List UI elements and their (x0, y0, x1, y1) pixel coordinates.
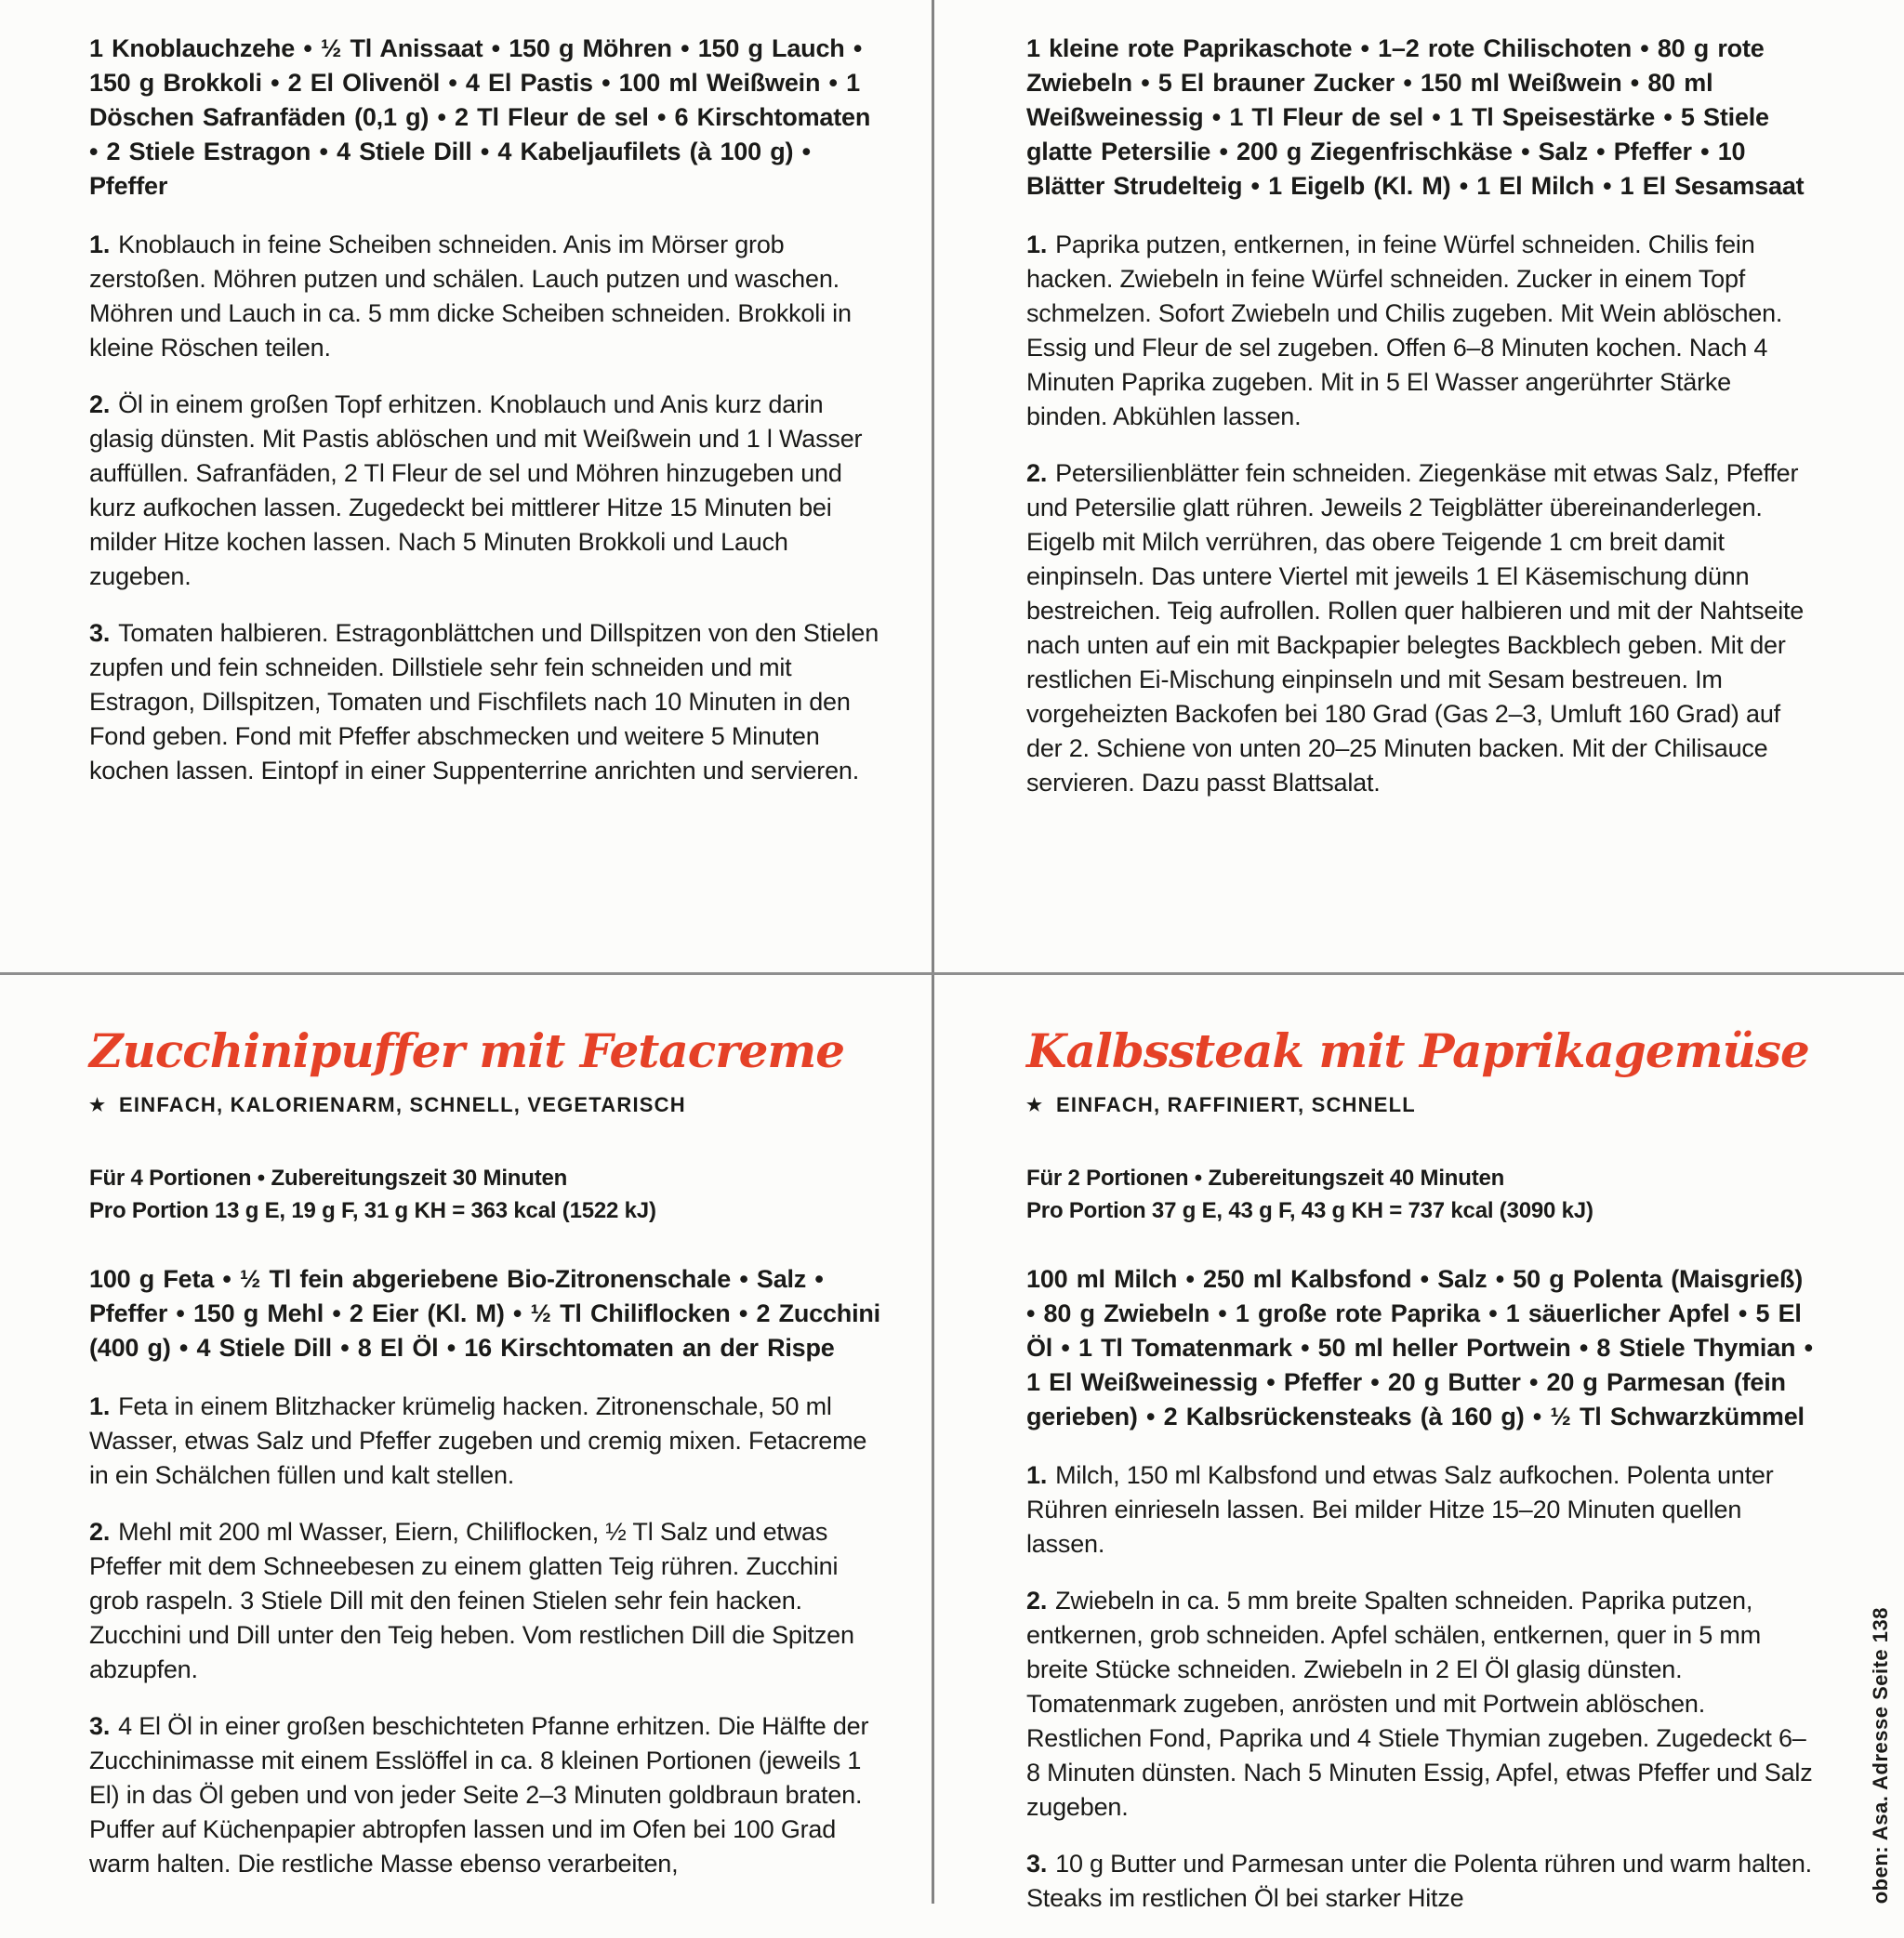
step-text: Knoblauch in feine Scheiben schneiden. Anis im Mörser grob zerstoßen. Möhren putzen und schälen. Lauch putzen und waschen. Möhren und Lauch in ca. 5 mm dicke Scheiben schneiden. Brokkoli in kleine Röschen teilen. (89, 231, 852, 362)
tags-text: EINFACH, RAFFINIERT, SCHNELL (1056, 1093, 1416, 1116)
nutrition-line: Pro Portion 37 g E, 43 g F, 43 g KH = 737 kcal (3090 kJ) (1026, 1198, 1593, 1223)
star-icon: ★ (1026, 1095, 1043, 1115)
step-text: Feta in einem Blitzhacker krümelig hacken. Zitronenschale, 50 ml Wasser, etwas Salz und Pfeffer zugeben und cremig mixen. Fetacreme in ein Schälchen füllen und kalt stellen. (89, 1392, 867, 1489)
step-number: 3. (89, 1712, 111, 1740)
row-divider-line (0, 972, 1904, 975)
step-text: Zwiebeln in ca. 5 mm breite Spalten schneiden. Paprika putzen, entkernen, grob schneiden. Apfel schälen, entkernen, quer in 5 mm breite Stücke schneiden. Zwiebeln in 2 El Öl glasig dünsten. Tomatenmark zugeben, anrösten und mit Portwein ablöschen. Restlichen Fond, Paprika und 4 Stiele Thymian zugeben. Zugedeckt 6–8 Minuten dünsten. Nach 5 Minuten Essig, Apfel, etwas Pfeffer und Salz zugeben. (1026, 1587, 1813, 1821)
recipe-step (89, 228, 881, 365)
step-number: 2. (1026, 459, 1048, 487)
step-number: 1. (89, 1392, 111, 1420)
recipe-top-right (1026, 32, 1818, 823)
step-number: 2. (89, 1518, 111, 1546)
recipe-step (1026, 1584, 1818, 1825)
recipe-step (1026, 456, 1818, 800)
recipe-kalbssteak (1026, 1024, 1818, 1938)
step-number: 3. (89, 619, 111, 647)
recipe-step (89, 1515, 881, 1687)
step-number: 1. (1026, 231, 1048, 258)
recipe-meta (89, 1162, 881, 1227)
recipe-title: Zucchinipuffer mit Fetacreme (89, 1023, 845, 1078)
step-number: 2. (89, 390, 111, 418)
photo-credit-note: oben: Asa. Adresse Seite 138 (1869, 1606, 1892, 1904)
nutrition-line: Pro Portion 13 g E, 19 g F, 31 g KH = 363 kcal (1522 kJ) (89, 1198, 656, 1223)
column-divider-line (932, 0, 934, 1904)
recipe-meta (1026, 1162, 1818, 1227)
recipe-step (89, 616, 881, 788)
step-text: Paprika putzen, entkernen, in feine Würfel schneiden. Chilis fein hacken. Zwiebeln in feine Würfel schneiden. Zucker in einem Topf schmelzen. Sofort Zwiebeln und Chilis zugeben. Mit Wein ablöschen. Essig und Fleur de sel zugeben. Offen 6–8 Minuten kochen. Nach 4 Minuten Paprika zugeben. Mit in 5 El Wasser angerührter Stärke binden. Abkühlen lassen. (1026, 231, 1783, 430)
ingredient-list: 100 g Feta • ½ Tl fein abgeriebene Bio-Zitronenschale • Salz • Pfeffer • 150 g Mehl • 2 Eier (Kl. M) • ½ Tl Chiliflocken • 2 Zucchini (400 g) • 4 Stiele Dill • 8 El Öl • 16 Kirschtomaten an der Rispe (89, 1265, 880, 1362)
step-number: 1. (89, 231, 111, 258)
step-text: Petersilienblätter fein schneiden. Ziegenkäse mit etwas Salz, Pfeffer und Petersilie glatt rühren. Jeweils 2 Teigblätter übereinanderlegen. Eigelb mit Milch verrühren, das obere Teigende 1 cm breit damit einpinseln. Das untere Viertel mit jeweils 1 El Käsemischung dünn bestreichen. Teig aufrollen. Rollen quer halbieren und mit der Nahtseite nach unten auf ein mit Backpapier belegtes Backblech geben. Mit der restlichen Ei-Mischung einpinseln und mit Sesam bestreuen. Im vorgeheizten Backofen bei 180 Grad (Gas 2–3, Umluft 160 Grad) auf der 2. Schiene von unten 20–25 Minuten backen. Mit der Chilisauce servieren. Dazu passt Blattsalat. (1026, 459, 1805, 797)
tags-text: EINFACH, KALORIENARM, SCHNELL, VEGETARISCH (119, 1093, 686, 1116)
star-icon: ★ (89, 1095, 106, 1115)
recipe-zucchinipuffer (89, 1024, 881, 1904)
recipe-title: Kalbssteak mit Paprikagemüse (1026, 1023, 1809, 1078)
step-text: Mehl mit 200 ml Wasser, Eiern, Chiliflocken, ½ Tl Salz und etwas Pfeffer mit dem Schneebesen zu einem glatten Teig rühren. Zucchini grob raspeln. 3 Stiele Dill mit den feinen Stielen sehr fein hacken. Zucchini und Dill unter den Teig heben. Vom restlichen Dill die Spitzen abzupfen. (89, 1518, 854, 1683)
step-text: Milch, 150 ml Kalbsfond und etwas Salz aufkochen. Polenta unter Rühren einrieseln lassen. Bei milder Hitze 15–20 Minuten quellen lassen. (1026, 1461, 1774, 1558)
ingredient-list: 1 Knoblauchzehe • ½ Tl Anissaat • 150 g Möhren • 150 g Lauch • 150 g Brokkoli • 2 El Olivenöl • 4 El Pastis • 100 ml Weißwein • 1 Döschen Safranfäden (0,1 g) • 2 Tl Fleur de sel • 6 Kirschtomaten • 2 Stiele Estragon • 4 Stiele Dill • 4 Kabeljaufilets (à 100 g) • Pfeffer (89, 34, 871, 200)
step-number: 1. (1026, 1461, 1048, 1489)
ingredient-list: 100 ml Milch • 250 ml Kalbsfond • Salz • 50 g Polenta (Maisgrieß) • 80 g Zwiebeln • 1 große rote Paprika • 1 säuerlicher Apfel • 5 El Öl • 1 Tl Tomatenmark • 50 ml heller Portwein • 8 Stiele Thymian • 1 El Weißweinessig • Pfeffer • 20 g Butter • 20 g Parmesan (fein gerieben) • 2 Kalbsrückensteaks (à 160 g) • ½ Tl Schwarzkümmel (1026, 1265, 1813, 1430)
step-text: 4 El Öl in einer großen beschichteten Pfanne erhitzen. Die Hälfte der Zucchinimasse mit einem Esslöffel in ca. 8 kleinen Portionen (jeweils 1 El) in das Öl geben und von jeder Seite 2–3 Minuten goldbraun braten. Puffer auf Küchenpapier abtropfen lassen und im Ofen bei 100 Grad warm halten. Die restliche Masse ebenso verarbeiten, (89, 1712, 869, 1878)
step-text: 10 g Butter und Parmesan unter die Polenta rühren und warm halten. Steaks im restlichen Öl bei starker Hitze (1026, 1850, 1812, 1912)
recipe-step (89, 388, 881, 594)
servings-line: Für 4 Portionen • Zubereitungszeit 30 Minuten (89, 1166, 568, 1191)
ingredient-list: 1 kleine rote Paprikaschote • 1–2 rote Chilischoten • 80 g rote Zwiebeln • 5 El brauner Zucker • 150 ml Weißwein • 80 ml Weißweinessig • 1 Tl Fleur de sel • 1 Tl Speisestärke • 5 Stiele glatte Petersilie • 200 g Ziegenfrischkäse • Salz • Pfeffer • 10 Blätter Strudelteig • 1 Eigelb (Kl. M) • 1 El Milch • 1 El Sesamsaat (1026, 34, 1805, 200)
step-text: Tomaten halbieren. Estragonblättchen und Dillspitzen von den Stielen zupfen und fein schneiden. Dillstiele sehr fein schneiden und mit Estragon, Dillspitzen, Tomaten und Fischfilets nach 10 Minuten in den Fond geben. Fond mit Pfeffer abschmecken und weitere 5 Minuten kochen lassen. Eintopf in einer Suppenterrine anrichten und servieren. (89, 619, 879, 784)
step-text: Öl in einem großen Topf erhitzen. Knoblauch und Anis kurz darin glasig dünsten. Mit Pastis ablöschen und mit Weißwein und 1 l Wasser auffüllen. Safranfäden, 2 Tl Fleur de sel und Möhren hinzugeben und kurz aufkochen lassen. Zugedeckt bei mittlerer Hitze 15 Minuten bei milder Hitze kochen lassen. Nach 5 Minuten Brokkoli und Lauch zugeben. (89, 390, 863, 590)
step-number: 2. (1026, 1587, 1048, 1615)
recipe-step (1026, 1458, 1818, 1562)
recipe-step (1026, 1847, 1818, 1916)
recipe-top-left (89, 32, 881, 811)
recipe-step (89, 1709, 881, 1881)
step-number: 3. (1026, 1850, 1048, 1878)
servings-line: Für 2 Portionen • Zubereitungszeit 40 Minuten (1026, 1166, 1505, 1191)
recipe-step (1026, 228, 1818, 434)
recipe-tags (89, 1093, 881, 1117)
recipe-tags (1026, 1093, 1818, 1117)
recipe-step (89, 1390, 881, 1493)
